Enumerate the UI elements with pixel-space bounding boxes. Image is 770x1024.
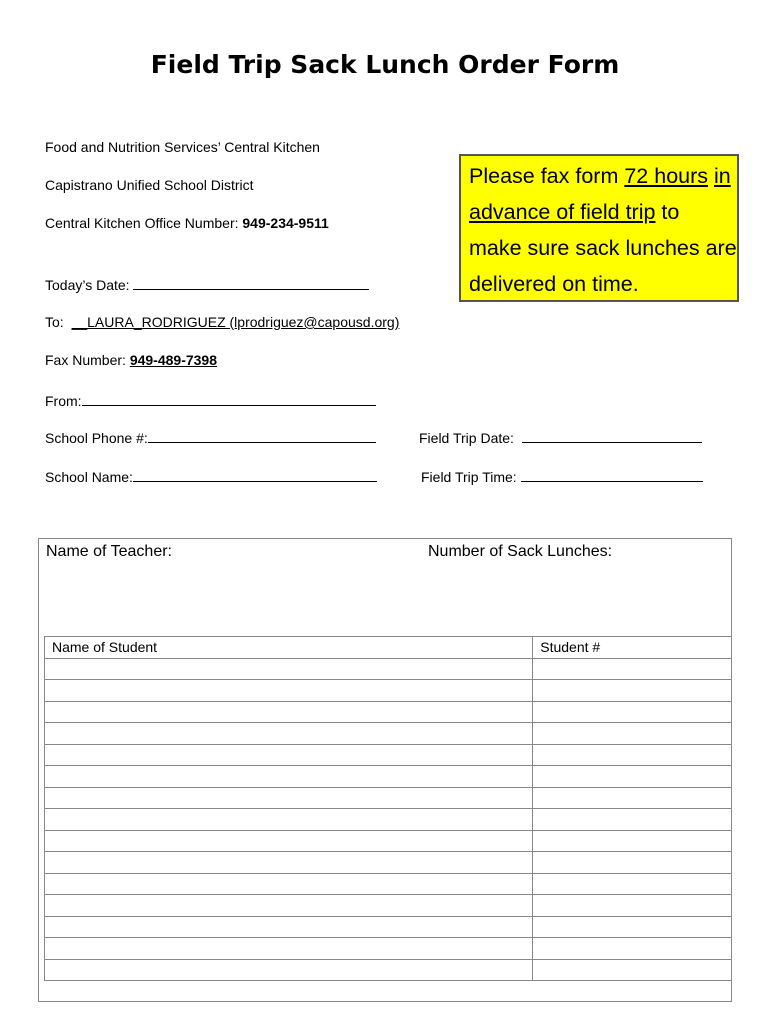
student-number-cell[interactable] bbox=[533, 809, 732, 831]
notice-text-rest: to make sure sack lunches are delivered on time. bbox=[469, 200, 737, 296]
student-number-cell[interactable] bbox=[533, 723, 732, 745]
student-name-cell[interactable] bbox=[45, 852, 533, 874]
table-row bbox=[45, 658, 732, 680]
header-organization: Food and Nutrition Services’ Central Kitchen bbox=[45, 139, 320, 155]
field-trip-date-row bbox=[419, 428, 702, 446]
table-row bbox=[45, 938, 732, 960]
field-trip-time-label: Field Trip Time: bbox=[421, 469, 517, 485]
school-name-field[interactable] bbox=[133, 467, 377, 482]
fax-number-label: Fax Number: bbox=[45, 352, 126, 368]
to-recipient: __LAURA_RODRIGUEZ (lprodriguez@capousd.org) bbox=[71, 314, 400, 330]
student-number-cell[interactable] bbox=[533, 959, 732, 981]
from-label: From: bbox=[45, 393, 82, 409]
student-name-cell[interactable] bbox=[45, 895, 533, 917]
office-number-label: Central Kitchen Office Number: bbox=[45, 215, 239, 231]
roster-header-row bbox=[45, 637, 732, 659]
table-row bbox=[45, 873, 732, 895]
field-trip-time-field[interactable] bbox=[521, 467, 703, 482]
todays-date-field[interactable] bbox=[133, 275, 369, 290]
teacher-name-label: Name of Teacher: bbox=[46, 543, 172, 560]
field-trip-time-row bbox=[421, 467, 703, 485]
student-number-cell[interactable] bbox=[533, 766, 732, 788]
table-row bbox=[45, 959, 732, 981]
student-name-cell[interactable] bbox=[45, 766, 533, 788]
table-row bbox=[45, 830, 732, 852]
table-row bbox=[45, 723, 732, 745]
header-district: Capistrano Unified School District bbox=[45, 177, 254, 193]
notice-text-1: Please fax form bbox=[469, 164, 625, 188]
todays-date-label: Today’s Date: bbox=[45, 277, 130, 293]
student-name-cell[interactable] bbox=[45, 873, 533, 895]
sack-lunches-field[interactable] bbox=[428, 566, 724, 630]
student-name-cell[interactable] bbox=[45, 680, 533, 702]
school-name-label: School Name: bbox=[45, 469, 133, 485]
student-name-cell[interactable] bbox=[45, 744, 533, 766]
student-name-cell[interactable] bbox=[45, 701, 533, 723]
fax-number-value: 949-489-7398 bbox=[129, 352, 217, 368]
student-roster-table bbox=[44, 636, 732, 981]
student-name-cell[interactable] bbox=[45, 830, 533, 852]
student-name-cell[interactable] bbox=[45, 938, 533, 960]
student-number-cell[interactable] bbox=[533, 744, 732, 766]
notice-text-72-hours: 72 hours bbox=[624, 164, 709, 188]
student-name-cell[interactable] bbox=[45, 658, 533, 680]
table-row bbox=[45, 852, 732, 874]
student-number-cell[interactable] bbox=[533, 658, 732, 680]
student-name-header: Name of Student bbox=[45, 637, 533, 659]
student-number-cell[interactable] bbox=[533, 830, 732, 852]
page-title: Field Trip Sack Lunch Order Form bbox=[150, 50, 620, 79]
school-phone-label: School Phone #: bbox=[45, 430, 148, 446]
field-trip-date-label: Field Trip Date: bbox=[419, 430, 514, 446]
student-number-cell[interactable] bbox=[533, 916, 732, 938]
school-phone-row bbox=[45, 428, 376, 446]
student-name-cell[interactable] bbox=[45, 916, 533, 938]
table-row bbox=[45, 680, 732, 702]
student-number-cell[interactable] bbox=[533, 938, 732, 960]
from-field[interactable] bbox=[82, 391, 376, 406]
table-row bbox=[45, 809, 732, 831]
student-name-cell[interactable] bbox=[45, 723, 533, 745]
student-number-cell[interactable] bbox=[533, 873, 732, 895]
student-name-cell[interactable] bbox=[45, 809, 533, 831]
to-label: To: bbox=[45, 314, 64, 330]
table-row bbox=[45, 744, 732, 766]
teacher-name-field[interactable] bbox=[46, 566, 416, 630]
field-trip-date-field[interactable] bbox=[522, 428, 702, 443]
student-number-cell[interactable] bbox=[533, 787, 732, 809]
table-row bbox=[45, 766, 732, 788]
student-number-header: Student # bbox=[533, 637, 732, 659]
table-row bbox=[45, 895, 732, 917]
table-row bbox=[45, 787, 732, 809]
student-number-cell[interactable] bbox=[533, 680, 732, 702]
student-number-cell[interactable] bbox=[533, 701, 732, 723]
student-name-cell[interactable] bbox=[45, 959, 533, 981]
sack-lunches-label: Number of Sack Lunches: bbox=[428, 543, 613, 560]
todays-date-row bbox=[45, 275, 369, 293]
office-number-value: 949-234-9511 bbox=[242, 215, 329, 231]
school-phone-field[interactable] bbox=[148, 428, 376, 443]
student-name-cell[interactable] bbox=[45, 787, 533, 809]
student-number-cell[interactable] bbox=[533, 852, 732, 874]
student-number-cell[interactable] bbox=[533, 895, 732, 917]
school-name-row bbox=[45, 467, 377, 485]
from-row bbox=[45, 391, 376, 409]
header-office-number bbox=[45, 215, 329, 231]
fax-number-row bbox=[45, 352, 217, 368]
table-row bbox=[45, 701, 732, 723]
fax-notice-box bbox=[459, 154, 739, 302]
notice-text-in-advance: in advance of field trip bbox=[469, 164, 731, 224]
table-row bbox=[45, 916, 732, 938]
to-row bbox=[45, 314, 399, 330]
